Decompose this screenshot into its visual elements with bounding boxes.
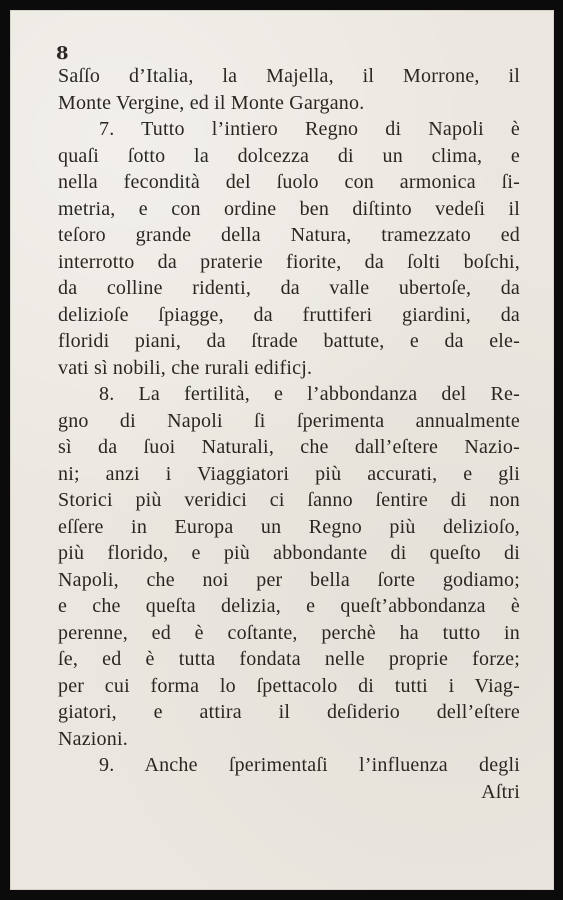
text-line: per cui forma lo ſpettacolo di tutti i Viag- [58, 674, 520, 697]
paragraph-9-start: 9. Anche ſperimentaſi l’influenza degli [99, 754, 520, 776]
text-line: da colline ridenti, da valle ubertoſe, da [58, 277, 520, 299]
text-line: eſſere in Europa un Regno più delizioſo, [58, 515, 520, 538]
catchword: Aſtri [481, 780, 520, 803]
text-line: nella fecondità del ſuolo con armonica ſi- [58, 171, 520, 193]
text-line: Nazioni. [58, 727, 128, 750]
text-line: teſoro grande della Natura, tramezzato ed [58, 224, 520, 246]
text-line: giatori, e attira il deſiderio dell’eſtere [58, 701, 520, 723]
page-number: 8 [56, 43, 69, 64]
text-line: e che queſta delizia, e queſt’abbondanza è [58, 595, 520, 617]
text-line: Napoli, che noi per bella ſorte godiamo; [58, 568, 520, 591]
text-line: gno di Napoli ſi ſperimenta annualmente [58, 409, 520, 432]
text-line: delizioſe ſpiagge, da fruttiferi giardini, da [58, 303, 520, 326]
text-line: Storici più veridici ci ſanno ſentire di non [58, 489, 520, 511]
book-page [10, 10, 554, 890]
text-line: Saſſo d’Italia, la Majella, il Morrone, il [58, 65, 520, 87]
text-line: sì da ſuoi Naturali, che dall’eſtere Nazio- [58, 436, 520, 458]
text-line: metria, e con ordine ben diſtinto vedeſi il [58, 197, 520, 220]
text-line: quaſi ſotto la dolcezza di un clima, e [58, 144, 520, 167]
text-line: ſe, ed è tutta fondata nelle proprie forze; [58, 648, 520, 670]
text-line: ni; anzi i Viaggiatori più accurati, e gli [58, 462, 520, 485]
page-text [58, 63, 520, 805]
text-line: vati sì nobili, che rurali edificj. [58, 356, 313, 379]
text-line: più florido, e più abbondante di queſto di [58, 542, 520, 564]
paragraph-8-start: 8. La fertilità, e l’abbondanza del Re- [99, 383, 520, 405]
text-line: floridi piani, da ſtrade battute, e da ele- [58, 330, 520, 352]
text-line: interrotto da praterie fiorite, da ſolti boſchi, [58, 250, 520, 273]
paragraph-7-start: 7. Tutto l’intiero Regno di Napoli è [99, 118, 520, 140]
text-line: Monte Vergine, ed il Monte Gargano. [58, 91, 365, 114]
text-line: perenne, ed è coſtante, perchè ha tutto in [58, 621, 520, 644]
